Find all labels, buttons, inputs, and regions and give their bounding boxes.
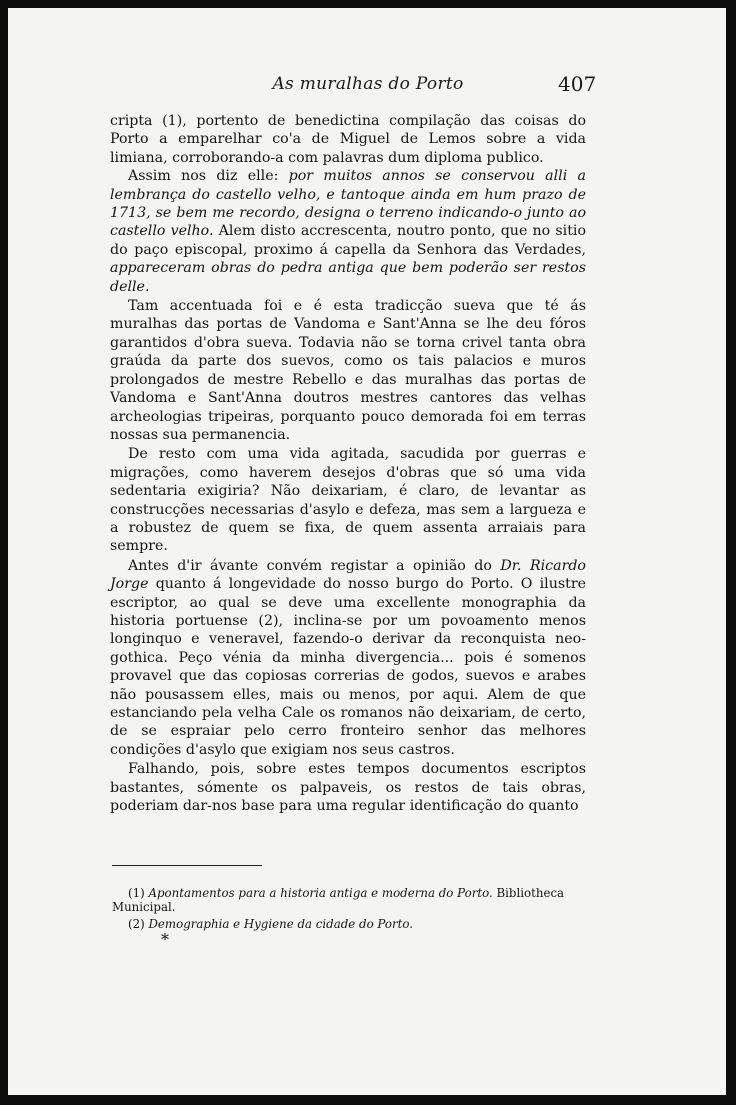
page-number: 407 xyxy=(558,72,597,96)
paragraph-2-quote-2: appareceram obras do pedra antiga que bem poderão ser restos delle. xyxy=(110,260,586,295)
footnote-2 xyxy=(112,917,590,931)
paragraph-5-rest: quanto á longevidade do nosso burgo do Porto. O ilustre escriptor, ao qual se deve uma excellente monographia da historia portuense (2), inclina-se por um povoamento menos longinquo e veneravel, fazendo-o derivar da reconquista neo-gothica. Peço vénia da minha divergencia... pois é somenos provavel que das copiosas correrias de godos, suevos e arabes não pousassem elles, mais ou menos, por aqui. Alem de que estanciando pela velha Cale os romanos não deixariam, de certo, de se espraiar pelo cerro fronteiro senhor das melhores condições d'asylo que exigiam nos seus castros. xyxy=(110,576,586,758)
body-text xyxy=(110,112,586,815)
paragraph-5-lead: Antes d'ir ávante convém registar a opinião do xyxy=(128,557,501,574)
paragraph-2-middle: Alem disto accrescenta, noutro ponto, que no sitio do paço episcopal, proximo á capella da Senhora das Verdades, xyxy=(110,223,587,258)
footnotes xyxy=(112,886,590,934)
page-header xyxy=(8,70,726,100)
footnote-1 xyxy=(112,886,590,914)
paragraph-3: Tam accentuada foi e é esta tradicção sueva que té ás muralhas das portas de Vandoma e Sant'Anna se lhe deu fóros garantidos d'obra sueva. Todavia não se torna crivel tanta obra graúda da parte dos suevos, como os tais palacios e muros prolongados de mestre Rebello e das muralhas das portas de Vandoma e Sant'Anna doutros mestres cantores das velhas archeologias tripeiras, porquanto pouco demorada foi em terras nossas sua permanencia. xyxy=(110,298,586,443)
asterisk-ornament: * xyxy=(161,930,169,949)
footnote-1-title: Apontamentos para a historia antiga e moderna do Porto. xyxy=(148,886,493,900)
paragraph-2-lead: Assim nos diz elle: xyxy=(128,168,289,185)
running-title: As muralhas do Porto xyxy=(272,74,464,94)
footnote-1-rest: Bibliotheca Municipal. xyxy=(112,886,565,914)
footnote-rule xyxy=(112,865,262,866)
footnote-2-mark: (2) xyxy=(128,917,149,931)
page-sheet xyxy=(8,8,726,1095)
footnote-2-title: Demographia e Hygiene da cidade do Porto. xyxy=(148,917,414,931)
paragraph-1: cripta (1), portento de benedictina compilação das coisas do Porto a emparelhar co'a de Miguel de Lemos sobre a vida limiana, corroborando-a com palavras dum diploma publico. xyxy=(110,113,586,166)
paragraph-6: Falhando, pois, sobre estes tempos documentos escriptos bastantes, sómente os palpaveis, os restos de tais obras, poderiam dar-nos base para uma regular identificação do quanto xyxy=(110,761,586,815)
paragraph-2-quote-1: por muitos annos se conservou alli a lembrança do castello velho, e tantoque ainda em hum prazo de 1713, se bem me recordo, designa o terreno indicando-o junto ao castello velho. xyxy=(110,168,587,240)
paragraph-2 xyxy=(110,167,586,296)
footnote-1-mark: (1) xyxy=(128,886,149,900)
paragraph-5-author: Dr. Ricardo Jorge xyxy=(110,557,586,593)
paragraph-5 xyxy=(110,557,586,759)
paragraph-4: De resto com uma vida agitada, sacudida por guerras e migrações, como haverem desejos d'obras que só uma vida sedentaria exigiria? Não deixariam, é claro, de levantar as construcções necessarias d'asylo e defeza, mas sem a largueza e a robustez de quem se fixa, de quem assenta arraiais para sempre. xyxy=(110,446,586,555)
